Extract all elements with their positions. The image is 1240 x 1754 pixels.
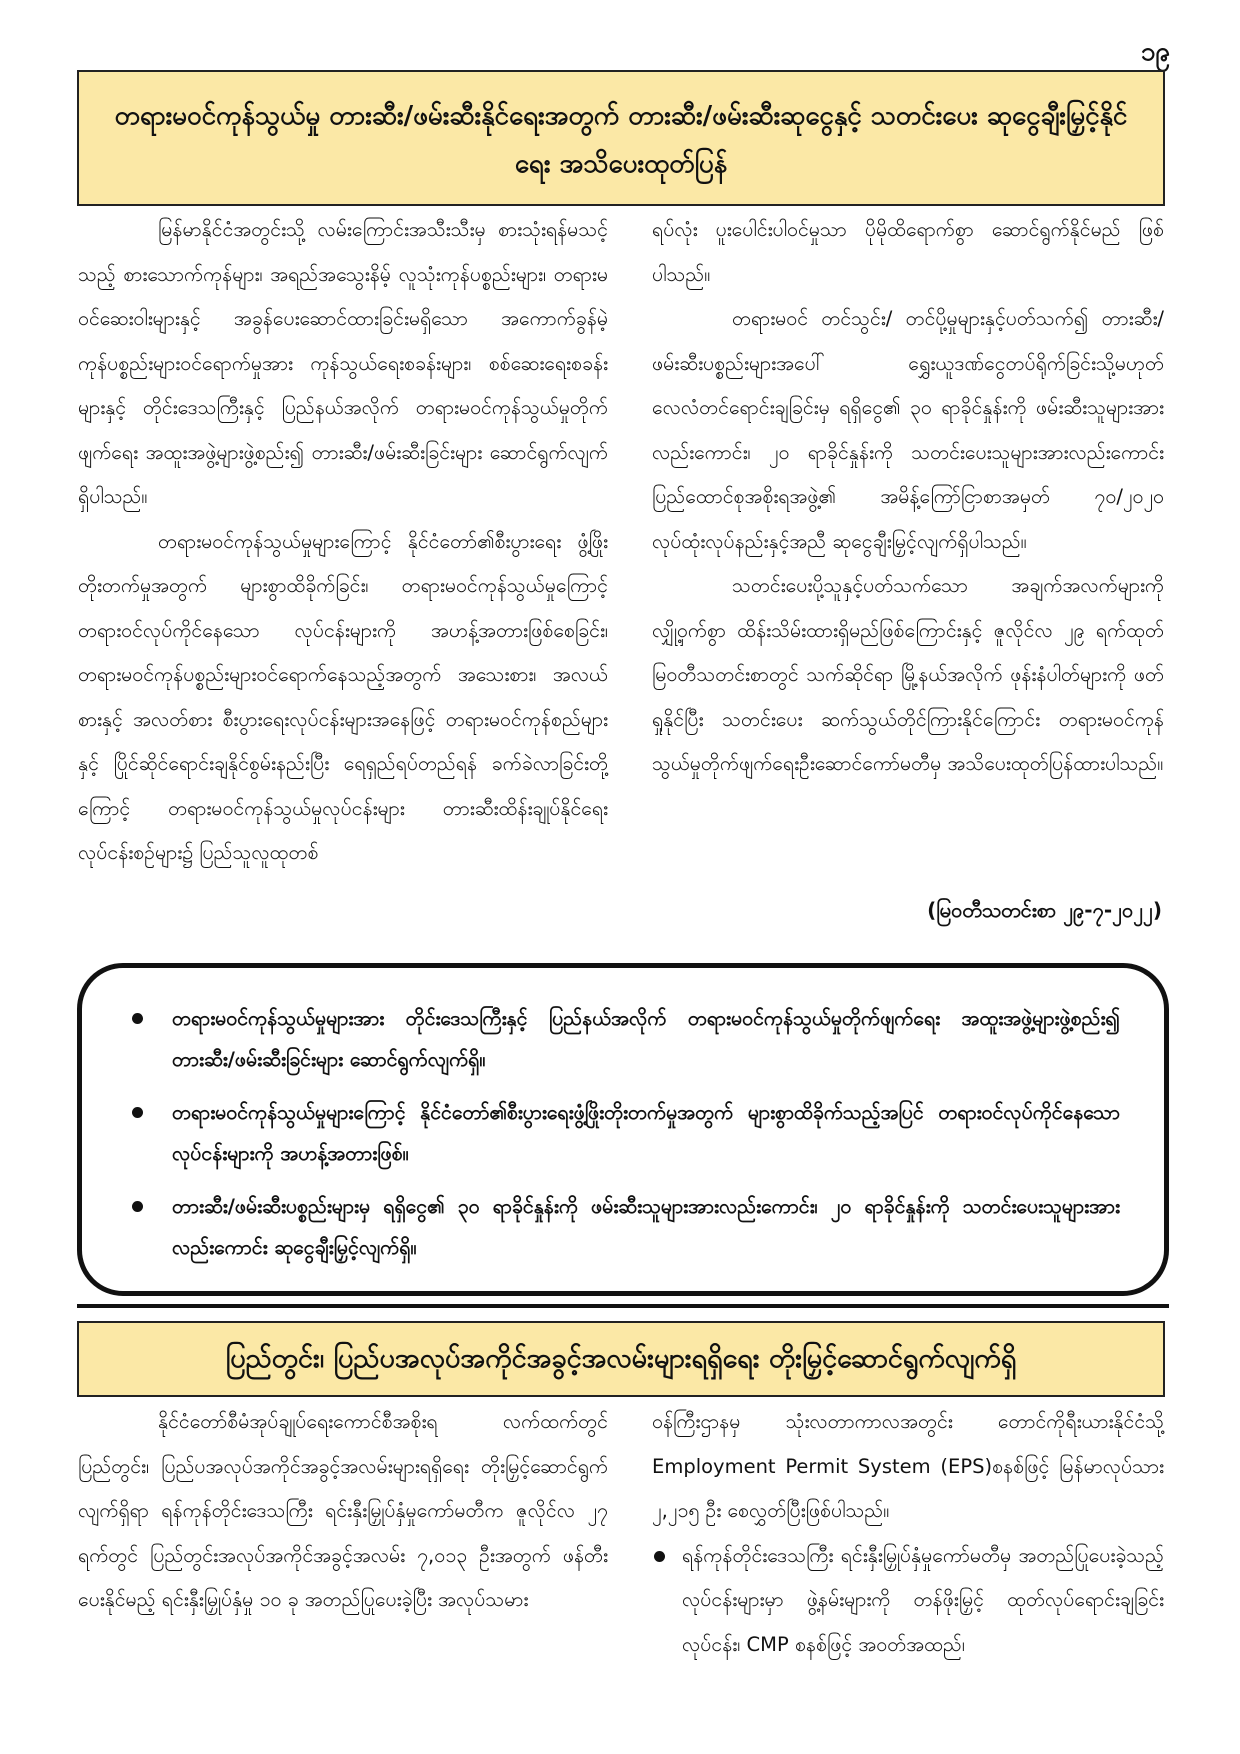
article2-right-paragraph-1: ဝန်ကြီးဌာနမှ သုံးလတာကာလအတွင်း တောင်ကိုရီးယားနိုင်ငံသို့ Employment Permit System (EPS)စနစ်ဖြင့် မြန်မာလုပ်သား ၂,၂၁၅ ဦး စေလွှတ်ပြီးဖြစ်ပါသည်။ [652, 1410, 1164, 1522]
article1-source: (မြဝတီသတင်းစာ ၂၉-၇-၂၀၂၂) [927, 898, 1162, 922]
article1-left-paragraph-2: တရားမဝင်ကုန်သွယ်မှုများကြောင့် နိုင်ငံတော်၏စီးပွားရေး ဖွံ့ဖြိုးတိုးတက်မှုအတွက် များစွာထိခိုက်ခြင်း၊ တရားမဝင်ကုန်သွယ်မှုကြောင့် တရားဝင်လုပ်ကိုင်နေသော လုပ်ငန်းများကို အဟန့်အတားဖြစ်စေခြင်း၊ တရားမဝင်ကုန်ပစ္စည်းများဝင်ရောက်နေသည့်အတွက် အသေးစား၊ အလယ်စားနှင့် အလတ်စား စီးပွားရေးလုပ်ငန်းများအနေဖြင့် တရားမဝင်ကုန်စည်များနှင့် ပြိုင်ဆိုင်ရောင်းချနိုင်စွမ်းနည်းပြီး ရေရှည်ရပ်တည်ရန် ခက်ခဲလာခြင်းတို့ကြောင့် တရားမဝင်ကုန်သွယ်မှုလုပ်ငန်းများ တားဆီးထိန်းချုပ်နိုင်ရေးလုပ်ငန်းစဉ်များ၌ ပြည်သူလူထုတစ် [78, 529, 608, 864]
summary-item [132, 998, 1120, 1080]
bullet-icon [132, 1201, 143, 1212]
summary-item [132, 1092, 1120, 1174]
summary-box [77, 963, 1169, 1296]
article2-title: ပြည်တွင်း၊ ပြည်ပအလုပ်အကိုင်အခွင့်အလမ်းများရရှိရေး တိုးမြှင့်ဆောင်ရွက်လျက်ရှိ [77, 1321, 1165, 1397]
article1-left-paragraph-1: မြန်မာနိုင်ငံအတွင်းသို့ လမ်းကြောင်းအသီးသီးမှ စားသုံးရန်မသင့်သည့် စားသောက်ကုန်များ၊ အရည်အသွေးနိမ့် လူသုံးကုန်ပစ္စည်းများ၊ တရားမဝင်ဆေးဝါးများနှင့် အခွန်ပေးဆောင်ထားခြင်းမရှိသော အကောက်ခွန်မဲ့ ကုန်ပစ္စည်းများဝင်ရောက်မှုအား ကုန်သွယ်ရေးစခန်းများ၊ စစ်ဆေးရေးစခန်းများနှင့် တိုင်းဒေသကြီးနှင့် ပြည်နယ်အလိုက် တရားမဝင်ကုန်သွယ်မှုတိုက်ဖျက်ရေး အထူးအဖွဲ့များဖွဲ့စည်း၍ တားဆီး/ဖမ်းဆီးခြင်းများ ဆောင်ရွက်လျက်ရှိပါသည်။ [78, 218, 608, 508]
article2-bullet-list [652, 1534, 1164, 1668]
summary-item [132, 1186, 1120, 1268]
article1-title: တရားမဝင်ကုန်သွယ်မှု တားဆီး/ဖမ်းဆီးနိုင်ရေးအတွက် တားဆီး/ဖမ်းဆီးဆုငွေနှင့် သတင်းပေး ဆုငွေချီးမြှင့်နိုင်ရေး အသိပေးထုတ်ပြန် [77, 70, 1165, 206]
bullet-icon [132, 1013, 143, 1024]
summary-item-text: တရားမဝင်ကုန်သွယ်မှုများအား တိုင်းဒေသကြီးနှင့် ပြည်နယ်အလိုက် တရားမဝင်ကုန်သွယ်မှုတိုက်ဖျက်ရေး အထူးအဖွဲ့များဖွဲ့စည်း၍ တားဆီး/ဖမ်းဆီးခြင်းများ ဆောင်ရွက်လျက်ရှိ။ [172, 1007, 1120, 1071]
article1-left-column [78, 208, 608, 948]
page-number: ၁၉ [1140, 37, 1170, 67]
bullet-icon [654, 1551, 665, 1562]
section-divider [77, 1304, 1169, 1308]
article2-left-column [78, 1400, 608, 1740]
summary-list [132, 998, 1120, 1268]
summary-item-text: တားဆီး/ဖမ်းဆီးပစ္စည်းများမှ ရရှိငွေ၏ ၃၀ ရာခိုင်နှုန်းကို ဖမ်းဆီးသူများအားလည်းကောင်း၊ ၂၀ ရာခိုင်နှုန်းကို သတင်းပေးသူများအားလည်းကောင်း ဆုငွေချီးမြှင့်လျက်ရှိ။ [172, 1195, 1120, 1259]
article1-right-column [652, 208, 1164, 908]
article2-bullet-item [652, 1534, 1164, 1668]
article2-left-paragraph-1: နိုင်ငံတော်စီမံအုပ်ချုပ်ရေးကောင်စီအစိုးရ လက်ထက်တွင် ပြည်တွင်း၊ ပြည်ပအလုပ်အကိုင်အခွင့်အလမ်းများရရှိရေး တိုးမြှင့်ဆောင်ရွက်လျက်ရှိရာ ရန်ကုန်တိုင်းဒေသကြီး ရင်းနှီးမြှုပ်နှံမှုကော်မတီက ဇူလိုင်လ ၂၇ ရက်တွင် ပြည်တွင်းအလုပ်အကိုင်အခွင့်အလမ်း ၇,၀၁၃ ဦးအတွက် ဖန်တီးပေးနိုင်မည့် ရင်းနှီးမြှုပ်နှံမှု ၁၀ ခု အတည်ပြုပေးခဲ့ပြီး အလုပ်သမား [78, 1410, 608, 1611]
article1-right-paragraph-2: တရားမဝင် တင်သွင်း/ တင်ပို့မှုများနှင့်ပတ်သက်၍ တားဆီး/ဖမ်းဆီးပစ္စည်းများအပေါ် ရွှေးယူဒဏ်ငွေတပ်ရိုက်ခြင်းသို့မဟုတ် လေလံတင်ရောင်းချခြင်းမှ ရရှိငွေ၏ ၃၀ ရာခိုင်နှုန်းကို ဖမ်းဆီးသူများအားလည်းကောင်း၊ ၂၀ ရာခိုင်နှုန်းကို သတင်းပေးသူများအားလည်းကောင်း ပြည်ထောင်စုအစိုးရအဖွဲ့၏ အမိန့်ကြော်ငြာစာအမှတ် ၇၀/၂၀၂၀ လုပ်ထုံးလုပ်နည်းနှင့်အညီ ဆုငွေချီးမြှင့်လျက်ရှိပါသည်။ [652, 307, 1164, 553]
bullet-icon [132, 1107, 143, 1118]
article2-bullet-text: ရန်ကုန်တိုင်းဒေသကြီး ရင်းနှီးမြှုပ်နှံမှုကော်မတီမှ အတည်ပြုပေးခဲ့သည့်လုပ်ငန်းများမှာ ဖွဲ့နမ်းများကို တန်ဖိုးမြှင့် ထုတ်လုပ်ရောင်းချခြင်းလုပ်ငန်း၊ CMP စနစ်ဖြင့် အဝတ်အထည်၊ [682, 1543, 1164, 1656]
article2-right-column [652, 1400, 1164, 1740]
article1-right-paragraph-1: ရပ်လုံး ပူးပေါင်းပါဝင်မှုသာ ပိုမိုထိရောက်စွာ ဆောင်ရွက်နိုင်မည် ဖြစ်ပါသည်။ [652, 218, 1164, 286]
summary-item-text: တရားမဝင်ကုန်သွယ်မှုများကြောင့် နိုင်ငံတော်၏စီးပွားရေးဖွံ့ဖြိုးတိုးတက်မှုအတွက် များစွာထိခိုက်သည့်အပြင် တရားဝင်လုပ်ကိုင်နေသော လုပ်ငန်းများကို အဟန့်အတားဖြစ်။ [172, 1101, 1120, 1165]
article1-right-paragraph-3: သတင်းပေးပို့သူနှင့်ပတ်သက်သော အချက်အလက်များကို လျှို့ဝှက်စွာ ထိန်းသိမ်းထားရှိမည်ဖြစ်ကြောင်းနှင့် ဇူလိုင်လ ၂၉ ရက်ထုတ် မြဝတီသတင်းစာတွင် သက်ဆိုင်ရာ မြို့နယ်အလိုက် ဖုန်းနံပါတ်များကို ဖတ်ရှုနိုင်ပြီး သတင်းပေး ဆက်သွယ်တိုင်ကြားနိုင်ကြောင်း တရားမဝင်ကုန်သွယ်မှုတိုက်ဖျက်ရေးဦးဆောင်ကော်မတီမှ အသိပေးထုတ်ပြန်ထားပါသည်။ [652, 574, 1164, 775]
